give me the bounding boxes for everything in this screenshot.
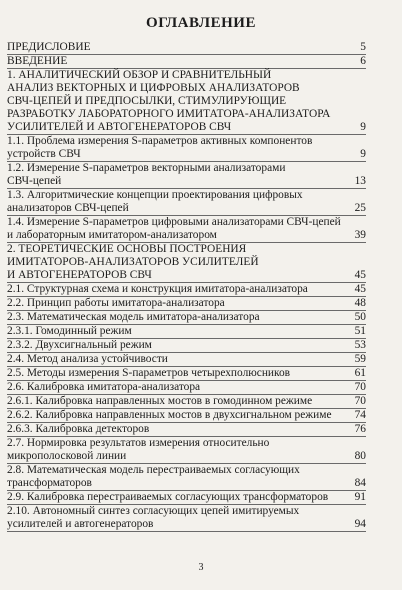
toc-entry <box>7 311 366 325</box>
toc-entry-title: 2.7. Нормировка результатов измерения относительно <box>7 437 270 449</box>
toc-entry <box>7 69 366 82</box>
toc-entry <box>7 283 366 297</box>
toc-entry <box>7 423 366 437</box>
toc-entry <box>7 381 366 395</box>
toc-entry-page: 45 <box>354 283 366 295</box>
toc-entry-title: 2.6.2. Калибровка направленных мостов в двухсигнальном режиме <box>7 409 332 421</box>
toc-entry-page: 84 <box>354 477 366 489</box>
toc-entry-title: СВЧ-цепей <box>7 175 62 187</box>
toc-entry <box>7 505 366 518</box>
toc-entry <box>7 121 366 135</box>
toc-entry-page: 53 <box>354 339 366 351</box>
toc-entry-title: 2.3.2. Двухсигнальный режим <box>7 339 152 351</box>
toc-entry-page: 39 <box>354 229 366 241</box>
toc-entry-title: микрополосковой линии <box>7 450 127 462</box>
toc-entry-title: ВВЕДЕНИЕ <box>7 55 68 67</box>
toc-entry-page: 91 <box>354 491 366 503</box>
toc-entry <box>7 148 366 162</box>
toc-entry-page: 94 <box>354 518 366 530</box>
toc-entry-title: 1.2. Измерение S-параметров векторными анализаторами <box>7 162 286 174</box>
toc-entry-title: 2.4. Метод анализа устойчивости <box>7 353 168 365</box>
toc-entry-page: 48 <box>354 297 366 309</box>
toc-entry <box>7 189 366 202</box>
toc-entry-page: 50 <box>354 311 366 323</box>
toc-entry-title: трансформаторов <box>7 477 92 489</box>
toc-entry <box>7 339 366 353</box>
toc-entry-title: 2.8. Математическая модель перестраиваемых согласующих <box>7 464 300 476</box>
toc-entry-title: 2.3.1. Гомодинный режим <box>7 325 132 337</box>
toc-entry <box>7 491 366 505</box>
page-title: ОГЛАВЛЕНИЕ <box>146 15 256 31</box>
toc-entry-page: 13 <box>354 175 366 187</box>
toc-entry-page: 70 <box>354 395 366 407</box>
toc-entry-title: РАЗРАБОТКУ ЛАБОРАТОРНОГО ИМИТАТОРА-АНАЛИЗАТОРА <box>7 108 331 120</box>
toc-entry <box>7 437 366 450</box>
toc-entry-title: 2.5. Методы измерения S-параметров четырехполюсников <box>7 367 291 379</box>
toc-entry-page: 76 <box>354 423 366 435</box>
toc-entry-title: устройств СВЧ <box>7 148 81 160</box>
toc-entry-page: 59 <box>354 353 366 365</box>
toc-entry-title: 2.2. Принцип работы имитатора-анализатора <box>7 297 225 309</box>
toc-entry <box>7 256 366 269</box>
toc-entry-title: ПРЕДИСЛОВИЕ <box>7 41 91 53</box>
toc-entry-title: 2.1. Структурная схема и конструкция имитатора-анализатора <box>7 283 308 295</box>
toc-entry <box>7 477 366 491</box>
toc-entry-page: 25 <box>354 202 366 214</box>
toc-entry <box>7 297 366 311</box>
toc-entry <box>7 82 366 95</box>
toc-entry <box>7 353 366 367</box>
toc-entry <box>7 162 366 175</box>
toc-entry-title: 2.9. Калибровка перестраиваемых согласующих трансформаторов <box>7 491 329 503</box>
toc-entry <box>7 135 366 148</box>
table-of-contents <box>7 41 366 532</box>
toc-entry <box>7 325 366 339</box>
toc-entry-title: 1. АНАЛИТИЧЕСКИЙ ОБЗОР И СРАВНИТЕЛЬНЫЙ <box>7 69 272 81</box>
toc-entry-page: 70 <box>354 381 366 393</box>
toc-entry-page: 80 <box>354 450 366 462</box>
toc-entry <box>7 367 366 381</box>
page-number: 3 <box>198 562 204 573</box>
toc-entry <box>7 55 366 69</box>
toc-entry-page: 6 <box>360 55 366 67</box>
toc-entry-title: 1.4. Измерение S-параметров цифровыми анализаторами СВЧ-цепей <box>7 216 341 228</box>
toc-entry-title: 2.10. Автономный синтез согласующих цепей имитируемых <box>7 505 300 517</box>
toc-entry <box>7 216 366 229</box>
toc-entry <box>7 41 366 55</box>
toc-entry-title: 2.6. Калибровка имитатора-анализатора <box>7 381 201 393</box>
toc-entry-title: ИМИТАТОРОВ-АНАЛИЗАТОРОВ УСИЛИТЕЛЕЙ <box>7 256 259 268</box>
toc-entry <box>7 202 366 216</box>
toc-entry-title: 1.3. Алгоритмические концепции проектирования цифровых <box>7 189 303 201</box>
toc-entry <box>7 269 366 283</box>
toc-entry <box>7 108 366 121</box>
toc-entry-title: 2.6.1. Калибровка направленных мостов в гомодинном режиме <box>7 395 313 407</box>
toc-entry-title: и лабораторным имитатором-анализатором <box>7 229 217 241</box>
toc-entry <box>7 409 366 423</box>
toc-entry-page: 74 <box>354 409 366 421</box>
toc-entry-page: 9 <box>360 121 366 133</box>
toc-entry-page: 45 <box>354 269 366 281</box>
toc-entry <box>7 175 366 189</box>
toc-entry-page: 5 <box>360 41 366 53</box>
toc-entry <box>7 95 366 108</box>
toc-entry-title: усилителей и автогенераторов <box>7 518 154 530</box>
toc-entry-title: анализаторов СВЧ-цепей <box>7 202 129 214</box>
toc-entry-page: 9 <box>360 148 366 160</box>
toc-entry-title: СВЧ-ЦЕПЕЙ И ПРЕДПОСЫЛКИ, СТИМУЛИРУЮЩИЕ <box>7 95 287 107</box>
toc-entry <box>7 243 366 256</box>
toc-entry-title: 1.1. Проблема измерения S-параметров активных компонентов <box>7 135 313 147</box>
toc-entry-page: 51 <box>354 325 366 337</box>
toc-entry <box>7 518 366 532</box>
toc-entry-title: 2.6.3. Калибровка детекторов <box>7 423 150 435</box>
toc-entry-title: 2.3. Математическая модель имитатора-анализатора <box>7 311 260 323</box>
toc-entry <box>7 450 366 464</box>
toc-entry-title: АНАЛИЗ ВЕКТОРНЫХ И ЦИФРОВЫХ АНАЛИЗАТОРОВ <box>7 82 300 94</box>
toc-entry-page: 61 <box>354 367 366 379</box>
toc-entry-title: УСИЛИТЕЛЕЙ И АВТОГЕНЕРАТОРОВ СВЧ <box>7 121 232 133</box>
toc-entry-title: И АВТОГЕНЕРАТОРОВ СВЧ <box>7 269 152 281</box>
toc-entry <box>7 464 366 477</box>
toc-entry-title: 2. ТЕОРЕТИЧЕСКИЕ ОСНОВЫ ПОСТРОЕНИЯ <box>7 243 247 255</box>
toc-entry <box>7 229 366 243</box>
toc-entry <box>7 395 366 409</box>
